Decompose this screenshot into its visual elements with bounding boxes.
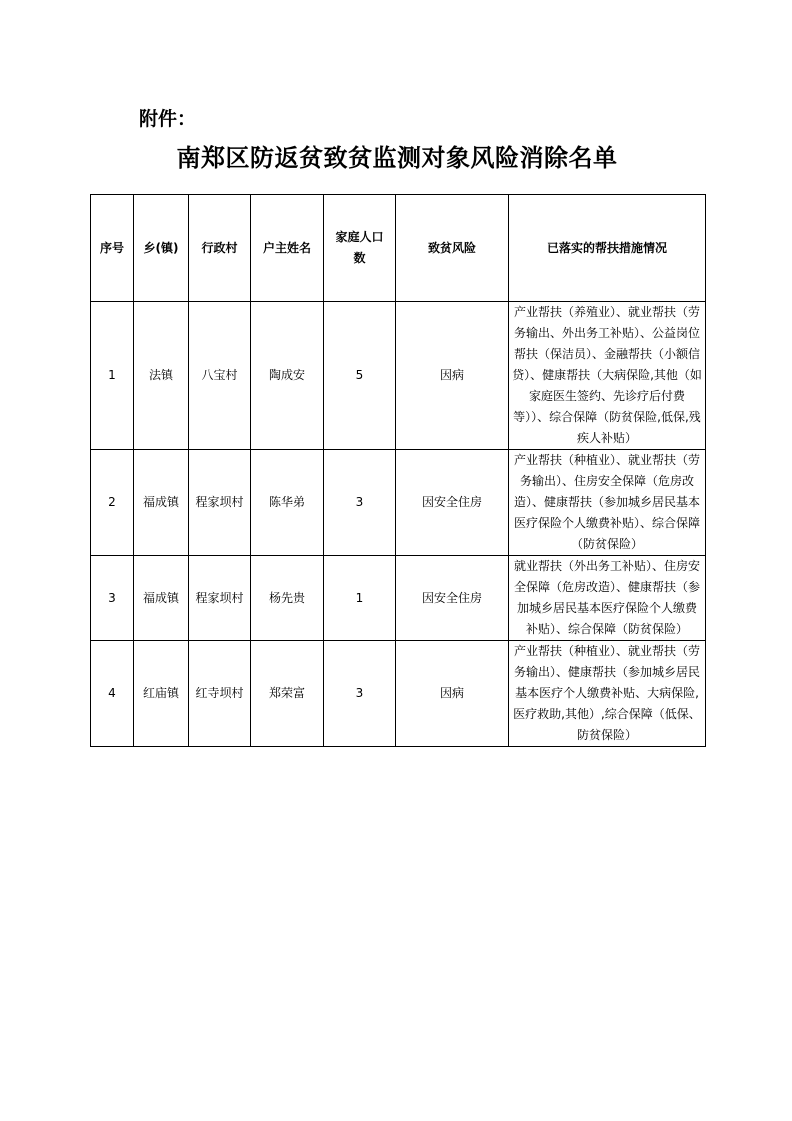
cell-no: 4 bbox=[91, 641, 134, 747]
cell-head: 陈华弟 bbox=[251, 450, 324, 556]
col-header-town: 乡(镇) bbox=[134, 195, 189, 302]
cell-no: 2 bbox=[91, 450, 134, 556]
cell-size: 1 bbox=[324, 556, 396, 641]
cell-village: 红寺坝村 bbox=[189, 641, 251, 747]
cell-no: 1 bbox=[91, 302, 134, 450]
risk-elimination-table bbox=[90, 194, 706, 747]
cell-town: 福成镇 bbox=[134, 556, 189, 641]
cell-head: 杨先贵 bbox=[251, 556, 324, 641]
table-row bbox=[91, 556, 706, 641]
col-header-size: 家庭人口数 bbox=[324, 195, 396, 302]
cell-size: 5 bbox=[324, 302, 396, 450]
attachment-label: 附件： bbox=[139, 108, 197, 130]
cell-head: 郑荣富 bbox=[251, 641, 324, 747]
cell-size: 3 bbox=[324, 641, 396, 747]
table-header-row bbox=[91, 195, 706, 302]
table-row bbox=[91, 450, 706, 556]
col-header-head: 户主姓名 bbox=[251, 195, 324, 302]
cell-size: 3 bbox=[324, 450, 396, 556]
cell-village: 八宝村 bbox=[189, 302, 251, 450]
col-header-risk: 致贫风险 bbox=[396, 195, 509, 302]
cell-risk: 因病 bbox=[396, 302, 509, 450]
cell-risk: 因病 bbox=[396, 641, 509, 747]
table-row bbox=[91, 302, 706, 450]
cell-town: 法镇 bbox=[134, 302, 189, 450]
cell-risk: 因安全住房 bbox=[396, 556, 509, 641]
col-header-measures: 已落实的帮扶措施情况 bbox=[509, 195, 706, 302]
cell-risk: 因安全住房 bbox=[396, 450, 509, 556]
cell-town: 福成镇 bbox=[134, 450, 189, 556]
col-header-village: 行政村 bbox=[189, 195, 251, 302]
cell-village: 程家坝村 bbox=[189, 556, 251, 641]
cell-measures: 就业帮扶（外出务工补贴）、住房安全保障（危房改造）、健康帮扶（参加城乡居民基本医疗保险个人缴费补贴）、综合保障（防贫保险） bbox=[509, 556, 706, 641]
cell-no: 3 bbox=[91, 556, 134, 641]
cell-measures: 产业帮扶（种植业）、就业帮扶（劳务输出）、健康帮扶（参加城乡居民基本医疗个人缴费补贴、大病保险,医疗救助,其他）,综合保障（低保、防贫保险） bbox=[509, 641, 706, 747]
cell-measures: 产业帮扶（养殖业）、就业帮扶（劳务输出、外出务工补贴）、公益岗位帮扶（保洁员）、金融帮扶（小额信贷）、健康帮扶（大病保险,其他（如家庭医生签约、先诊疗后付费等））、综合保障（防贫保险,低保,残疾人补贴） bbox=[509, 302, 706, 450]
table-row bbox=[91, 641, 706, 747]
cell-head: 陶成安 bbox=[251, 302, 324, 450]
page-title: 南郑区防返贫致贫监测对象风险消除名单 bbox=[176, 143, 618, 172]
cell-village: 程家坝村 bbox=[189, 450, 251, 556]
cell-measures: 产业帮扶（种植业）、就业帮扶（劳务输出）、住房安全保障（危房改造）、健康帮扶（参加城乡居民基本医疗保险个人缴费补贴）、综合保障（防贫保险） bbox=[509, 450, 706, 556]
col-header-no: 序号 bbox=[91, 195, 134, 302]
cell-town: 红庙镇 bbox=[134, 641, 189, 747]
